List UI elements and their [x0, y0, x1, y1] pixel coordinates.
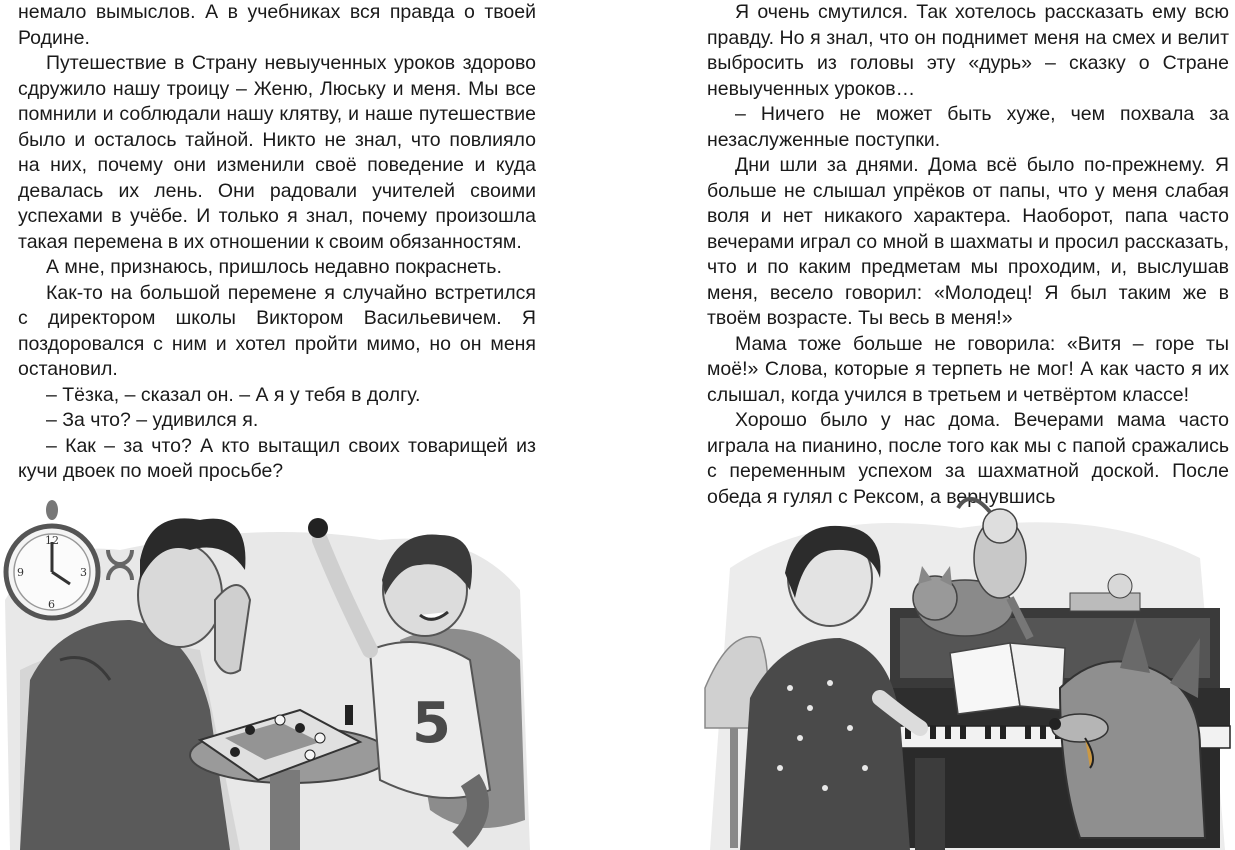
right-page-text: [707, 0, 1229, 510]
paragraph: Хорошо было у нас дома. Вечерами мама часто играла на пианино, после того как мы с папой сражались с переменным успехом за шахматной доской. После обеда я гулял с Рексом, а вернувшись: [707, 409, 1229, 508]
paragraph: Я очень смутился. Так хотелось рассказать ему всю правду. Но я знал, что он поднимет меня на смех и велит выбросить из головы эту «дурь» – сказку о Стране невыученных уроков…: [707, 1, 1229, 100]
clock-numeral: 6: [48, 598, 55, 611]
clock-numeral: 3: [80, 566, 87, 579]
sheet-music-icon: [950, 643, 1065, 714]
paragraph: – Тёзка, – сказал он. – А я у тебя в долгу.: [46, 383, 421, 406]
paragraph: Мама тоже больше не говорила: «Витя – горе ты моё!» Слова, которые я терпеть не мог! А как часто я их слышал, когда учился в третьем и четвёртом классе!: [707, 332, 1229, 406]
paragraph: – За что? – удивился я.: [46, 409, 259, 431]
paragraph: Как-то на большой перемене я случайно встретился с директором школы Виктором Васильевичем. Я поздоровался с ним и хотел пройти мимо, но он меня остановил.: [18, 281, 536, 380]
paragraph: Путешествие в Страну невыученных уроков здорово сдружило нашу троицу – Женю, Люську и меня. Мы все помнили и соблюдали нашу клятву, и наше путешествие было и осталось тайной. Никто не знал, что повлияло на них, почему они изменили своё поведение и куда девалась их лень. Они радовали учителей своими успехами в учёбе. И только я знал, почему произошла такая перемена в их отношении к своим обязанностям.: [18, 52, 536, 253]
clock-numeral: 9: [17, 566, 24, 579]
paragraph: – Ничего не может быть хуже, чем похвала за незаслуженные поступки.: [707, 103, 1229, 151]
clock-numeral: 12: [45, 534, 59, 547]
paragraph: – Как – за что? А кто вытащил своих товарищей из кучи двоек по моей просьбе?: [18, 434, 536, 482]
chess-piece-icon: [308, 518, 328, 538]
piano-illustration: [700, 488, 1235, 850]
paragraph: немало вымыслов. А в учебниках вся правда о твоей Родине.: [18, 1, 536, 49]
shirt-number: 5: [412, 691, 451, 756]
left-page-text: [18, 0, 536, 485]
wall-clock-icon: [6, 500, 98, 618]
paragraph: Дни шли за днями. Дома всё было по-прежнему. Я больше не слышал упрёков от папы, что у меня слабая воля и нет никакого характера. Наоборот, папа часто вечерами играл со мной в шахматы и просил рассказать, что и по каким предметам мы проходим, и, выслушав меня, весело говорил: «Молодец! Я был таким же в твоём возрасте. Ты весь в меня!»: [707, 154, 1229, 329]
paragraph: А мне, признаюсь, пришлось недавно покраснеть.: [46, 256, 502, 278]
chess-illustration: [0, 480, 540, 850]
